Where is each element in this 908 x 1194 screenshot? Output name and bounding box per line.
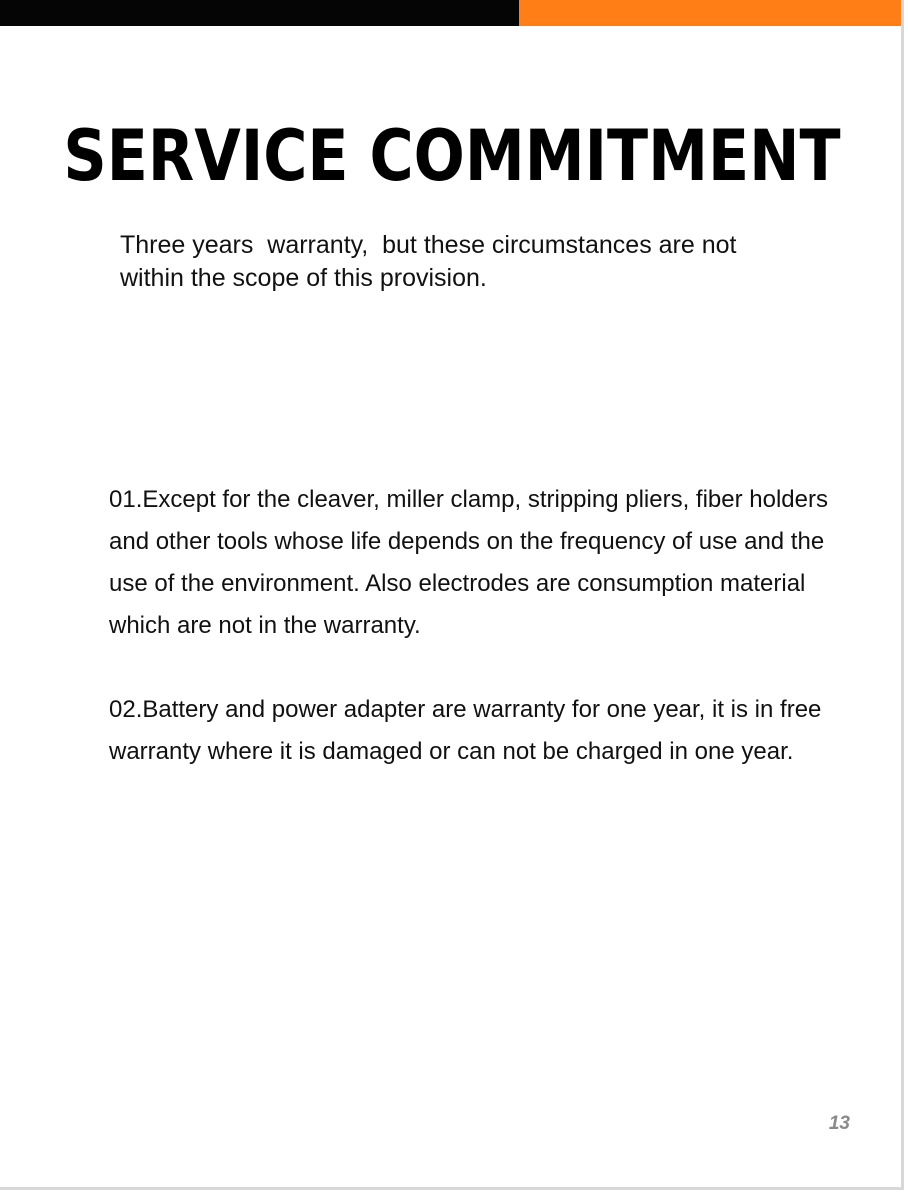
warranty-exclusion-item-01: 01.Except for the cleaver, miller clamp, stripping pliers, fiber holders and other tools whose life depends on the frequency of use and the use of the environment. Also electrodes are consumption material which are not in the warranty. bbox=[109, 486, 828, 639]
top-bar-black-segment bbox=[0, 0, 519, 26]
intro-paragraph: Three years warranty, but these circumstances are not within the scope of this provision. bbox=[120, 231, 737, 292]
top-color-bar bbox=[0, 0, 904, 26]
warranty-exclusion-item-02: 02.Battery and power adapter are warranty for one year, it is in free warranty where it is damaged or can not be charged in one year. bbox=[109, 696, 822, 765]
page-title: SERVICE COMMITMENT bbox=[63, 115, 841, 197]
page-number: 13 bbox=[828, 1113, 850, 1134]
top-bar-orange-segment bbox=[519, 0, 904, 26]
